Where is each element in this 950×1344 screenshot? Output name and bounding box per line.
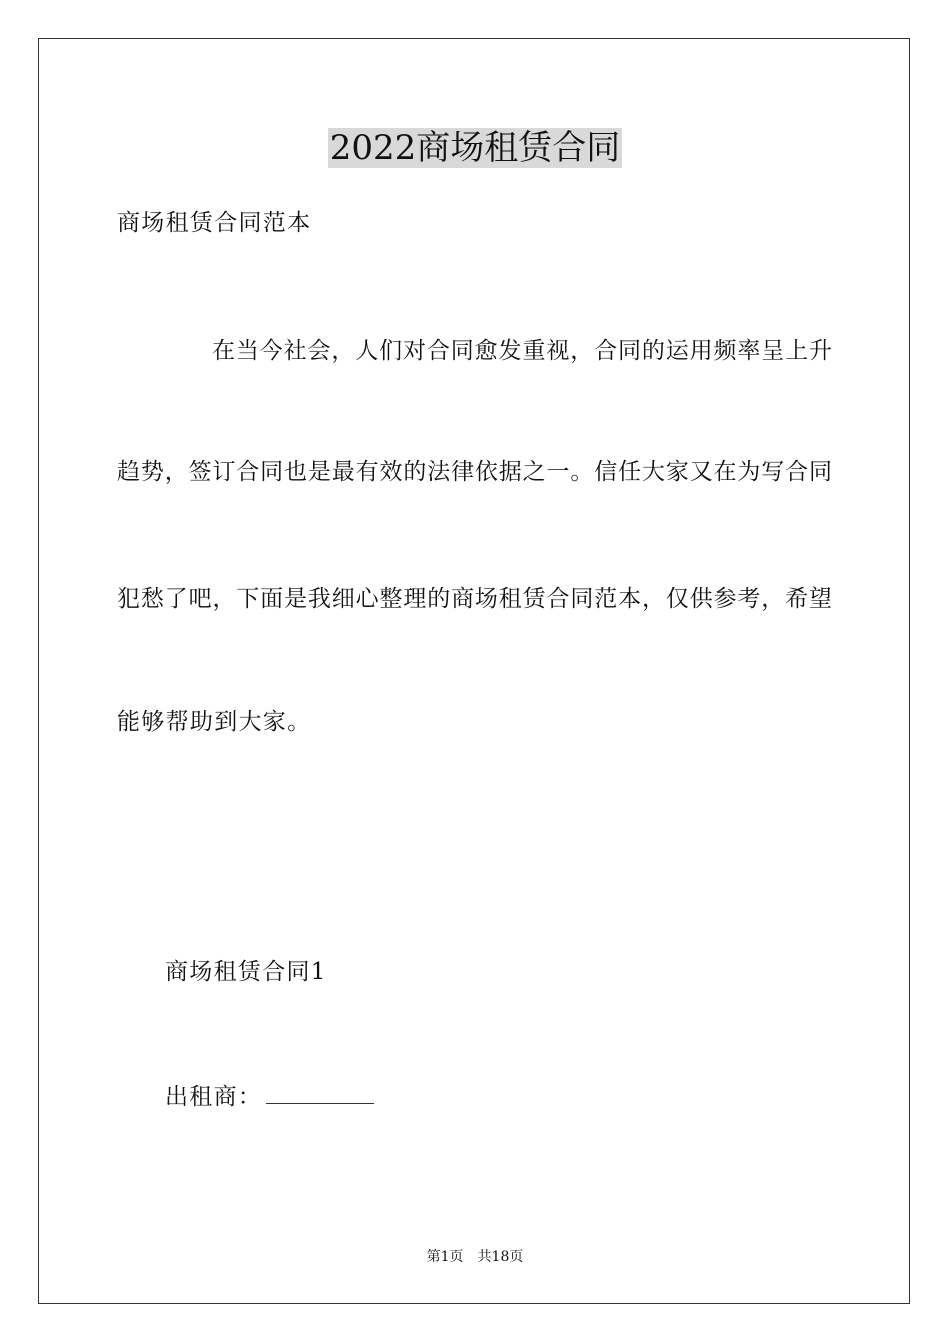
page-total: 共18页 [477,1249,524,1265]
lessor-label: 出租商： [165,1084,263,1110]
page-footer [0,1247,950,1267]
intro-paragraph-line-3: 犯愁了吧，下面是我细心整理的商场租赁合同范本，仅供参考，希望 [117,586,832,612]
document-title [0,126,950,170]
intro-paragraph-line-2: 趋势，签订合同也是最有效的法律依据之一。信任大家又在为写合同 [117,459,832,485]
lessor-blank [266,1083,374,1104]
document-subtitle: 商场租赁合同范本 [117,210,312,236]
section-heading: 商场租赁合同1 [165,959,327,985]
page-number: 第1页 [426,1249,464,1265]
document-title-text: 2022商场租赁合同 [329,128,621,168]
intro-paragraph-line-4: 能够帮助到大家。 [117,709,312,735]
lessor-field [165,1082,885,1112]
intro-paragraph-line-1: 在当今社会，人们对合同愈发重视，合同的运用频率呈上升 [212,338,832,364]
